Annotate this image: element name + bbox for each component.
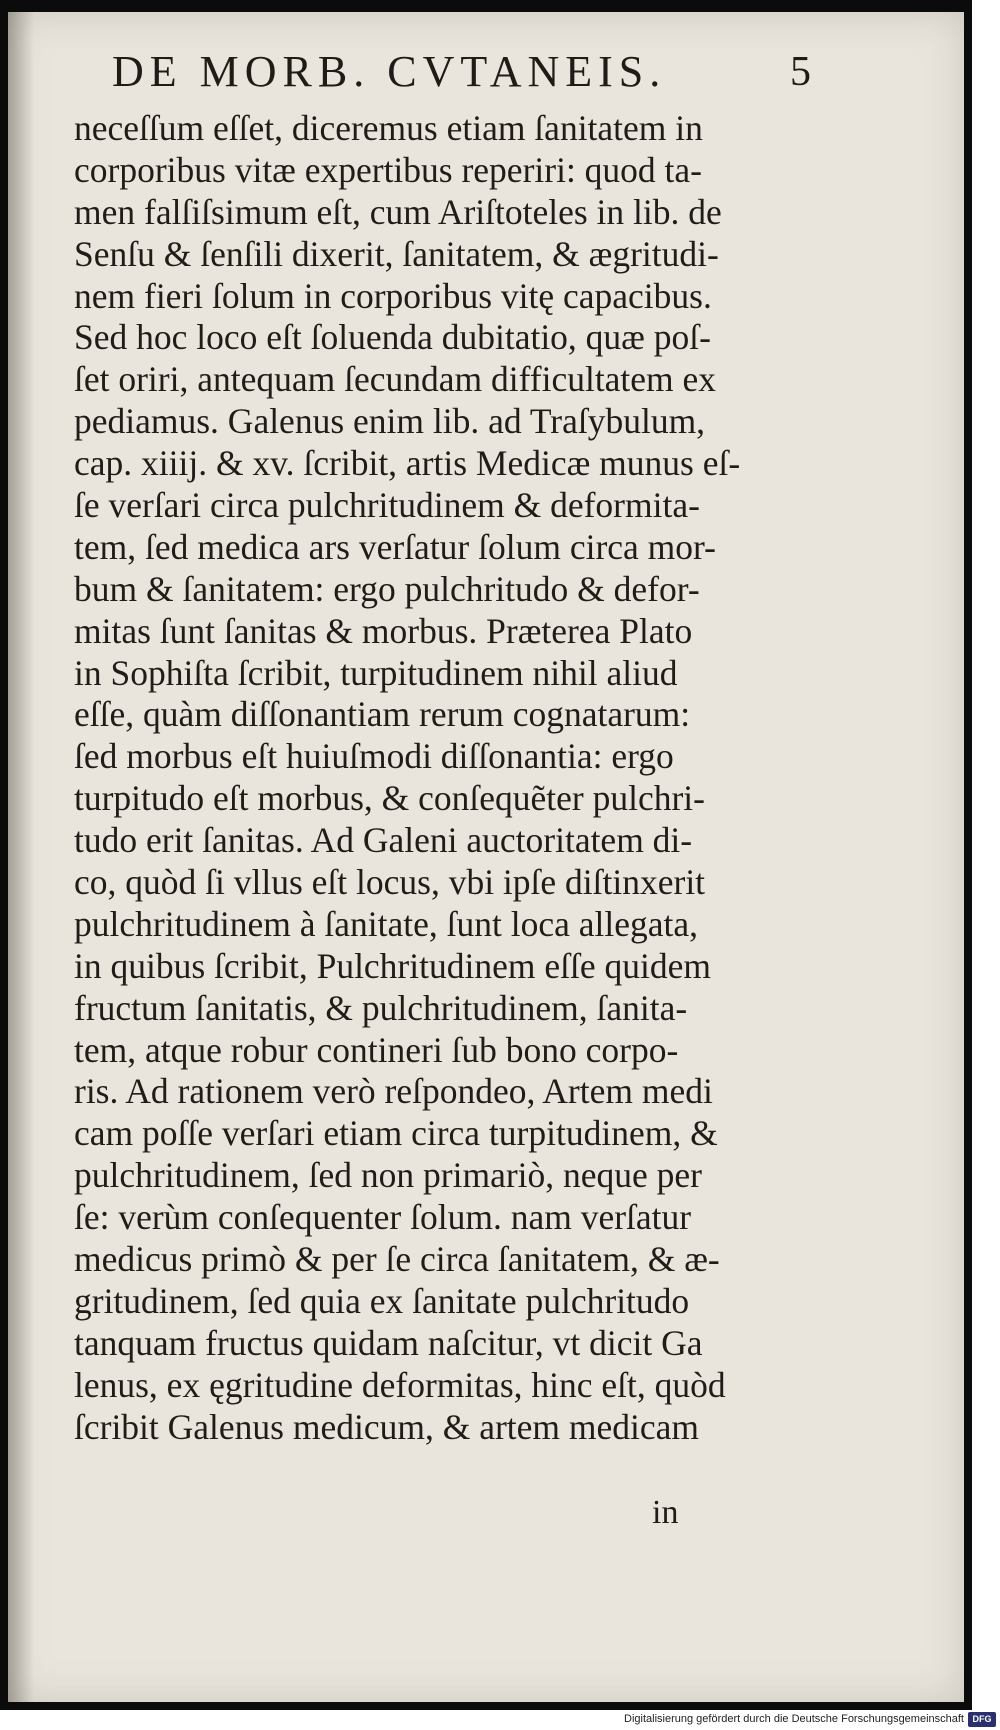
text-line: cap. xiiij. & xv. ſcribit, artis Medicæ munus eſ-	[74, 443, 741, 484]
text-line: pulchritudinem, ſed non primariò, neque per	[74, 1155, 702, 1196]
body-text	[74, 108, 814, 1449]
dfg-logo: DFG	[968, 1712, 996, 1727]
text-line: pulchritudinem à ſanitate, ſunt loca allegata,	[74, 903, 698, 944]
text-line: ſe verſari circa pulchritudinem & deformita-	[74, 485, 700, 526]
text-line: in Sophiſta ſcribit, turpitudinem nihil aliud	[74, 652, 678, 693]
text-line: ſed morbus eſt huiuſmodi diſſonantia: ergo	[74, 736, 674, 777]
running-head: DE MORB. CVTANEIS.	[112, 47, 667, 96]
footer-bar	[0, 1710, 1000, 1730]
text-line: co, quòd ſi vllus eſt locus, vbi ipſe diſtinxerit	[74, 862, 706, 903]
text-line: neceſſum eſſet, diceremus etiam ſanitatem in	[74, 108, 703, 148]
text-line: tanquam fructus quidam naſcitur, vt dicit Ga	[74, 1322, 703, 1363]
catchword: in	[652, 1494, 679, 1531]
text-line: Senſu & ſenſili dixerit, ſanitatem, & ægritudi-	[74, 233, 719, 274]
text-line: lenus, ex ęgritudine deformitas, hinc eſt, quòd	[74, 1364, 726, 1405]
text-line: nem fieri ſolum in corporibus vitę capacibus.	[74, 275, 712, 316]
text-line: gritudinem, ſed quia ex ſanitate pulchritudo	[74, 1280, 690, 1321]
text-line: ſcribit Galenus medicum, & artem medicam	[74, 1406, 699, 1447]
text-line: eſſe, quàm diſſonantiam rerum cognatarum:	[74, 694, 691, 735]
text-line: bum & ſanitatem: ergo pulchritudo & defor-	[74, 568, 700, 609]
page-gutter-shadow	[8, 12, 34, 1702]
text-line: ris. Ad rationem verò reſpondeo, Artem medi	[74, 1071, 713, 1112]
text-line: cam poſſe verſari etiam circa turpitudinem, &	[74, 1113, 718, 1154]
text-line: tem, atque robur contineri ſub bono corpo-	[74, 1029, 679, 1070]
text-line: tudo erit ſanitas. Ad Galeni auctoritatem di-	[74, 820, 693, 861]
text-line: medicus primò & per ſe circa ſanitatem, & æ-	[74, 1239, 720, 1280]
text-line: men falſiſsimum eſt, cum Ariſtoteles in lib. de	[74, 191, 722, 232]
text-line: corporibus vitæ expertibus reperiri: quod ta-	[74, 149, 702, 190]
text-line: fructum ſanitatis, & pulchritudinem, ſanita-	[74, 987, 688, 1028]
text-line: pediamus. Galenus enim lib. ad Traſybulum,	[74, 401, 706, 442]
text-line: mitas ſunt ſanitas & morbus. Præterea Plato	[74, 610, 693, 651]
page-number: 5	[790, 49, 811, 95]
digitization-credit: Digitalisierung gefördert durch die Deutsche Forschungsgemeinschaft	[624, 1713, 964, 1725]
text-line: ſe: verùm conſequenter ſolum. nam verſatur	[74, 1197, 692, 1238]
text-line: turpitudo eſt morbus, & conſequẽter pulchri-	[74, 778, 705, 819]
text-line: ſet oriri, antequam ſecundam difficultatem ex	[74, 359, 717, 400]
text-line: in quibus ſcribit, Pulchritudinem eſſe quidem	[74, 945, 711, 986]
text-line: tem, ſed medica ars verſatur ſolum circa mor-	[74, 526, 716, 567]
text-line: Sed hoc loco eſt ſoluenda dubitatio, quæ poſ-	[74, 317, 711, 358]
